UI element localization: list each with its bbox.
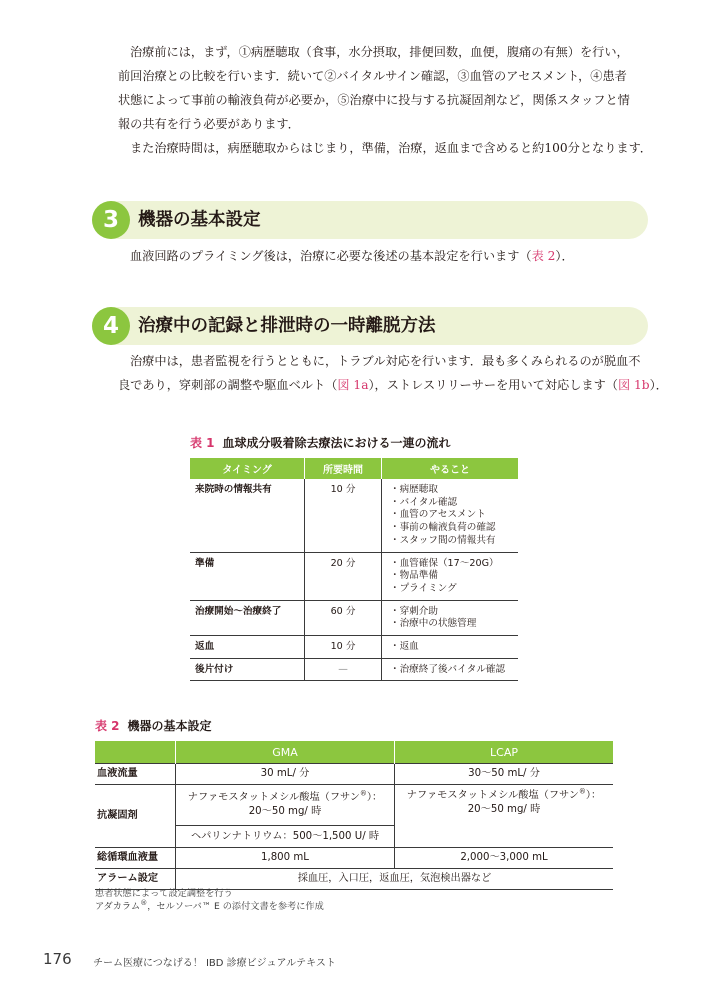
intro-line: 治療前には，まず，①病歴聴取（食事，水分摂取，排便回数，血便，腹痛の有無）を行い， bbox=[130, 45, 629, 59]
table-row bbox=[95, 785, 613, 826]
section-4-line: 治療中は，患者監視を行うとともに，トラブル対応を行います．最も多くみられるのが脱血不 bbox=[130, 354, 641, 368]
section-4-text-mid: ），ストレスリリーサーを用いて対応します（ bbox=[368, 378, 618, 392]
timing-cell: 返血 bbox=[190, 636, 305, 659]
task-item: ・治療終了後バイタル確認 bbox=[390, 663, 506, 675]
figure-1b-reference[interactable]: 図 1b bbox=[617, 378, 650, 392]
drug-name: ナファモスタットメシル酸塩（フサン bbox=[406, 790, 579, 801]
table-1-header: 所要時間 bbox=[305, 458, 382, 479]
drug-dose: 20～50 mg/ 時 bbox=[248, 806, 322, 817]
page-number: 176 bbox=[43, 950, 72, 968]
timing-cell: 来院時の情報共有 bbox=[190, 479, 305, 552]
note-text-end: ，セルソーバ™ E の添付文書を参考に作成 bbox=[147, 901, 324, 912]
section-4-heading bbox=[92, 307, 648, 345]
row-label: 総循環血液量 bbox=[95, 848, 176, 869]
table-1-caption bbox=[190, 434, 451, 451]
row-label: 抗凝固剤 bbox=[95, 785, 176, 848]
duration-cell: 10 分 bbox=[305, 479, 382, 552]
tasks-cell bbox=[382, 658, 519, 681]
gma-cell: 1,800 mL bbox=[176, 848, 395, 869]
timing-cell: 後片付け bbox=[190, 658, 305, 681]
task-item: ・プライミング bbox=[390, 582, 457, 594]
section-3-body bbox=[118, 244, 646, 268]
section-3-number: 3 bbox=[92, 201, 130, 239]
registered-mark: ® bbox=[359, 789, 367, 798]
drug-colon: ）： bbox=[585, 790, 602, 801]
intro-line: 前回治療との比較を行います．続いて②バイタルサイン確認，③血管のアセスメント，④患者 bbox=[118, 69, 627, 83]
task-item: ・バイタル確認 bbox=[390, 496, 458, 508]
table-1-title: 血球成分吸着除去療法における一連の流れ bbox=[222, 436, 451, 450]
registered-mark: ® bbox=[578, 787, 586, 796]
section-4-text-end: ）． bbox=[649, 378, 668, 392]
section-3-line bbox=[118, 244, 646, 268]
tasks-cell bbox=[382, 636, 519, 659]
table-2-header-row bbox=[95, 741, 613, 764]
registered-mark: ® bbox=[140, 898, 148, 907]
running-footer: チーム医療につなげる！ IBD 診療ビジュアルテキスト bbox=[93, 958, 336, 969]
task-item: ・返血 bbox=[390, 641, 419, 653]
table-row bbox=[190, 479, 518, 552]
table-2-corner bbox=[95, 741, 176, 764]
table-1 bbox=[190, 458, 518, 681]
section-4-number: 4 bbox=[92, 307, 130, 345]
note-text: アダカラム bbox=[95, 901, 141, 912]
task-item: ・穿刺介助 bbox=[390, 605, 438, 617]
task-item: ・治療中の状態管理 bbox=[390, 618, 477, 630]
table-2 bbox=[95, 741, 613, 890]
timing-cell: 治療開始～治療終了 bbox=[190, 600, 305, 635]
section-3-heading bbox=[92, 201, 648, 239]
lcap-cell: 30～50 mL/ 分 bbox=[395, 764, 614, 785]
table-1-header: やること bbox=[382, 458, 519, 479]
row-label: アラーム設定 bbox=[95, 869, 176, 890]
task-item: ・物品準備 bbox=[390, 570, 438, 582]
task-item: ・血管のアセスメント bbox=[390, 509, 486, 521]
duration-cell: 10 分 bbox=[305, 636, 382, 659]
section-4-title: 治療中の記録と排泄時の一時離脱方法 bbox=[138, 316, 436, 336]
row-label: 血液流量 bbox=[95, 764, 176, 785]
gma-header: GMA bbox=[176, 741, 395, 764]
gma-cell bbox=[176, 785, 395, 826]
intro-paragraph bbox=[118, 40, 652, 160]
table-1-header: タイミング bbox=[190, 458, 305, 479]
tasks-cell bbox=[382, 600, 519, 635]
gma-cell: 30 mL/ 分 bbox=[176, 764, 395, 785]
duration-cell: — bbox=[305, 658, 382, 681]
alarm-cell: 採血圧，入口圧，返血圧，気泡検出器など bbox=[176, 869, 614, 890]
table-row bbox=[190, 552, 518, 600]
drug-name: ナファモスタットメシル酸塩（フサン bbox=[187, 792, 360, 803]
figure-1a-reference[interactable]: 図 1a bbox=[337, 378, 369, 392]
lcap-cell bbox=[395, 785, 614, 848]
table-1-header-row bbox=[190, 458, 518, 479]
lcap-header: LCAP bbox=[395, 741, 614, 764]
section-4-text: 良であり，穿刺部の調整や駆血ベルト（ bbox=[118, 378, 338, 392]
table-2-reference[interactable]: 表 2 bbox=[531, 249, 556, 263]
table-2-label: 表 2 bbox=[95, 719, 120, 733]
task-item: ・病歴聴取 bbox=[390, 484, 438, 495]
task-item: ・事前の輸液負荷の確認 bbox=[390, 522, 496, 534]
section-4-body bbox=[118, 349, 668, 397]
intro-line: また治療時間は，病歴聴取からはじまり，準備，治療，返血まで含めると約100分となります． bbox=[130, 141, 652, 155]
table-row bbox=[190, 658, 518, 681]
section-4-line bbox=[118, 373, 668, 397]
task-item: ・スタッフ間の情報共有 bbox=[390, 534, 496, 546]
table-2-caption bbox=[95, 717, 212, 734]
table-2-title: 機器の基本設定 bbox=[127, 719, 212, 733]
table-row bbox=[95, 764, 613, 785]
tasks-cell bbox=[382, 552, 519, 600]
table-2-note: 患者状態によって設定調整を行う bbox=[95, 888, 233, 899]
duration-cell: 60 分 bbox=[305, 600, 382, 635]
section-3-text-end: ）． bbox=[555, 249, 574, 263]
drug-colon: ）： bbox=[366, 792, 383, 803]
tasks-cell bbox=[382, 479, 519, 552]
lcap-cell: 2,000～3,000 mL bbox=[395, 848, 614, 869]
intro-line: 報の共有を行う必要があります． bbox=[118, 117, 300, 131]
table-2-note bbox=[95, 900, 324, 913]
table-2-notes bbox=[95, 887, 324, 913]
gma-cell: ヘパリンナトリウム：500～1,500 U/ 時 bbox=[176, 826, 395, 848]
drug-dose: 20～50 mg/ 時 bbox=[467, 804, 541, 815]
section-3-text: 血液回路のプライミング後は，治療に必要な後述の基本設定を行います（ bbox=[130, 249, 532, 263]
table-row bbox=[190, 636, 518, 659]
section-3-title: 機器の基本設定 bbox=[138, 210, 261, 230]
table-1-label: 表 1 bbox=[190, 436, 215, 450]
task-item: ・血管確保（17～20G） bbox=[390, 557, 499, 569]
intro-line: 状態によって事前の輸液負荷が必要か，⑤治療中に投与する抗凝固剤など，関係スタッフと情 bbox=[118, 93, 630, 107]
table-row bbox=[190, 600, 518, 635]
timing-cell: 準備 bbox=[190, 552, 305, 600]
duration-cell: 20 分 bbox=[305, 552, 382, 600]
table-row bbox=[95, 848, 613, 869]
